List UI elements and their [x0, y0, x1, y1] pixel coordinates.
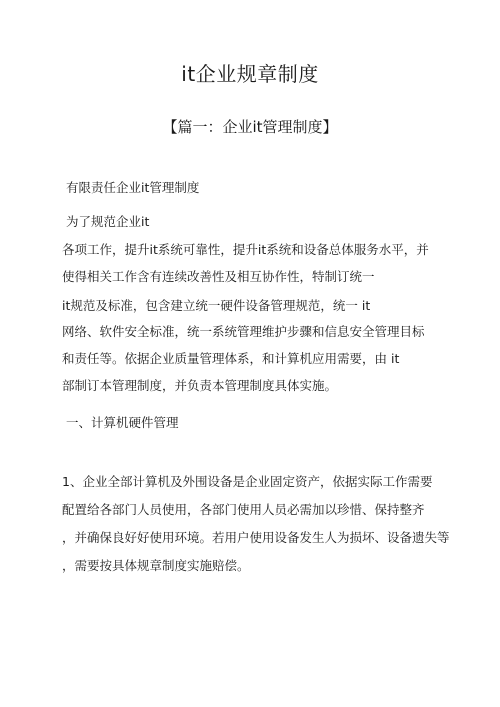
paragraph-line: ，需要按具体规章制度实施赔偿。: [62, 558, 250, 573]
paragraph-line: ，并确保良好好使用环境。若用户使用设备发生人为损坏、设备遗失等: [62, 530, 450, 545]
company-heading: 有限责任企业it管理制度: [66, 180, 200, 195]
paragraph-line: 为了规范企业it: [66, 214, 150, 229]
paragraph-line: 1、企业全部计算机及外围设备是企业固定资产，依据实际工作需要: [62, 474, 433, 489]
paragraph-line: 使得相关工作含有连续改善性及相互协作性，特制订统一: [62, 269, 375, 284]
paragraph-line: 部制订本管理制度，并负责本管理制度具体实施。: [62, 378, 338, 393]
section-heading: 一、计算机硬件管理: [66, 415, 179, 430]
paragraph-line: it规范及标准，包含建立统一硬件设备管理规范，统一 it: [62, 298, 371, 313]
paragraph-line: 配置给各部门人员使用，各部门使用人员必需加以珍惜、保持整齐: [62, 502, 425, 517]
document-subtitle: 【篇一：企业it管理制度】: [162, 118, 338, 136]
paragraph-line: 和责任等。依据企业质量管理体系，和计算机应用需要，由 it: [62, 351, 400, 366]
document-title: it企业规章制度: [181, 62, 319, 86]
paragraph-line: 网络、软件安全标准，统一系统管理维护步骤和信息安全管理目标: [62, 324, 425, 339]
paragraph-line: 各项工作，提升it系统可靠性，提升it系统和设备总体服务水平，并: [62, 242, 429, 257]
